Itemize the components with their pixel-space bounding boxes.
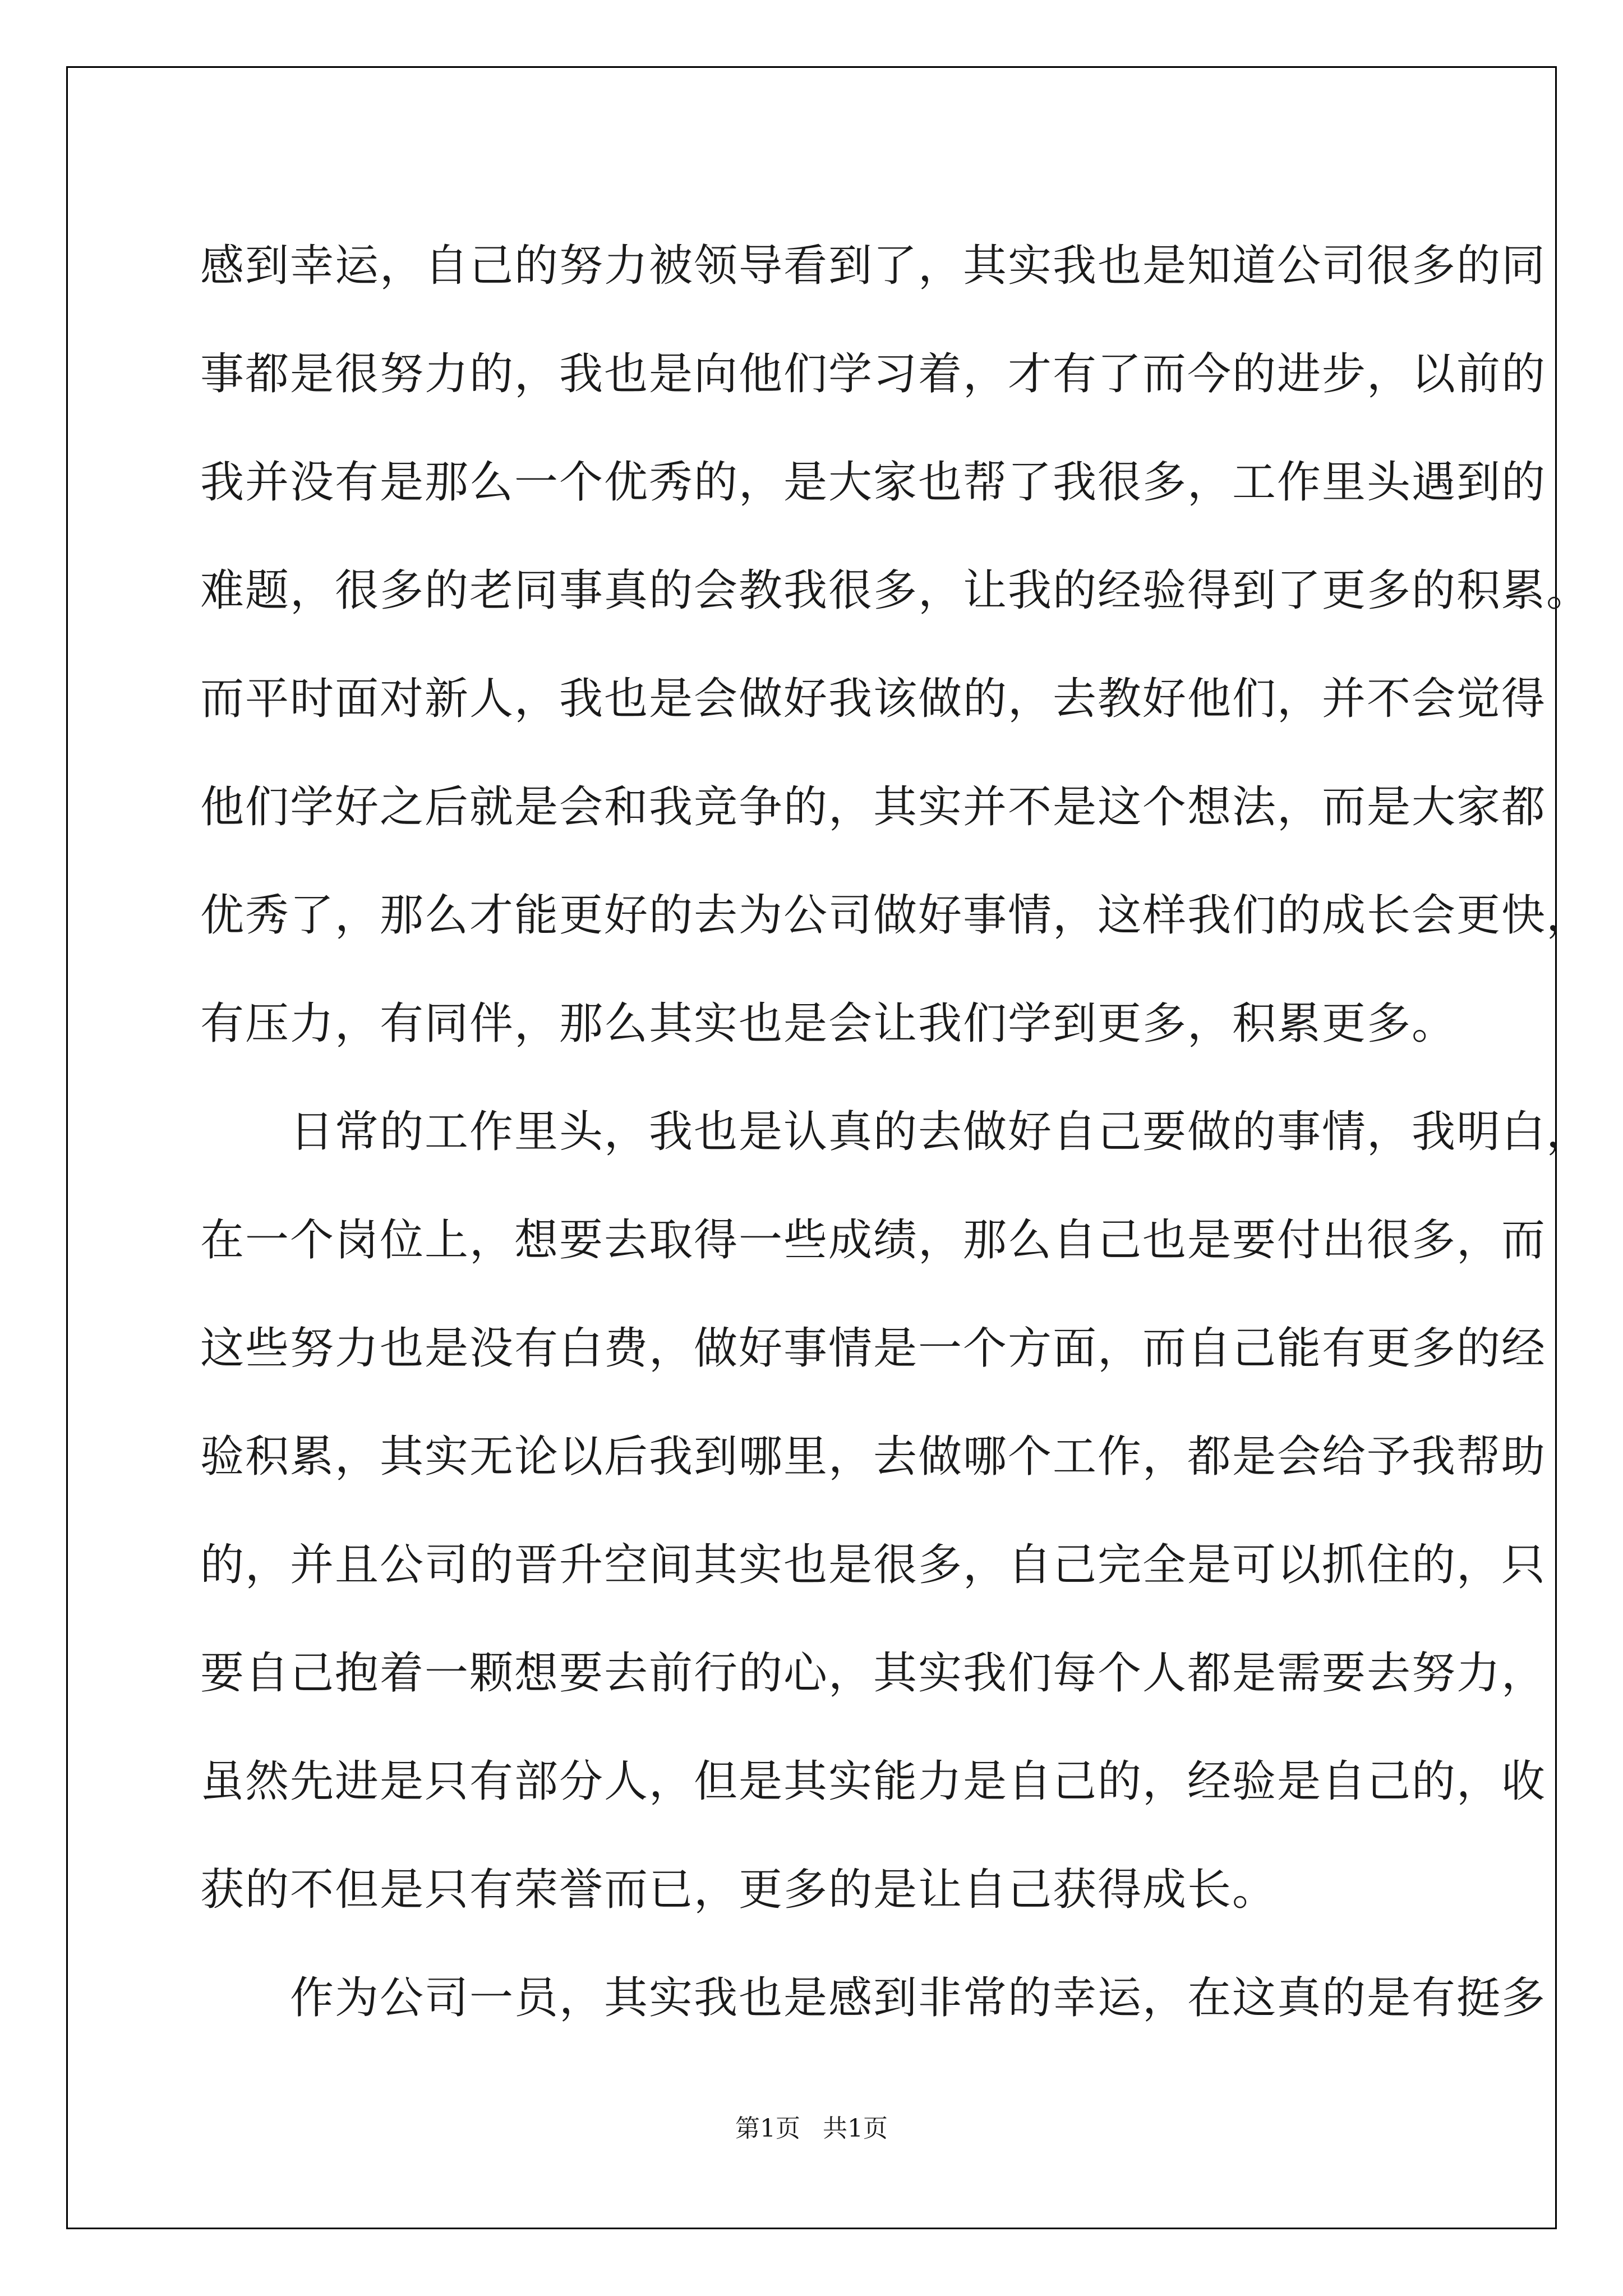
text-line: 事都是很努力的，我也是向他们学习着，才有了而今的进步，以前的 (200, 349, 1547, 399)
page-total: 共1页 (823, 2114, 888, 2143)
text-line: 作为公司一员，其实我也是感到非常的幸运，在这真的是有挺多 (200, 1973, 1547, 2023)
page-footer (0, 2108, 1623, 2144)
text-line: 我并没有是那么一个优秀的，是大家也帮了我很多，工作里头遇到的 (200, 457, 1547, 508)
text-line: 虽然先进是只有部分人，但是其实能力是自己的，经验是自己的，收 (200, 1756, 1547, 1807)
text-line: 的，并且公司的晋升空间其实也是很多，自己完全是可以抓住的，只 (200, 1540, 1547, 1590)
text-line: 而平时面对新人，我也是会做好我该做的，去教好他们，并不会觉得 (200, 674, 1547, 724)
text-line: 日常的工作里头，我也是认真的去做好自己要做的事情，我明白， (200, 1107, 1592, 1157)
text-line: 这些努力也是没有白费，做好事情是一个方面，而自己能有更多的经 (200, 1323, 1547, 1374)
text-line: 要自己抱着一颗想要去前行的心，其实我们每个人都是需要去努力， (200, 1648, 1547, 1699)
text-line: 难题，很多的老同事真的会教我很多，让我的经验得到了更多的积累。 (200, 565, 1592, 616)
page-number: 第1页 (735, 2114, 800, 2143)
text-line: 在一个岗位上，想要去取得一些成绩，那么自己也是要付出很多，而 (200, 1215, 1547, 1266)
text-line: 优秀了，那么才能更好的去为公司做好事情，这样我们的成长会更快， (200, 890, 1592, 941)
text-line: 获的不但是只有荣誉而已，更多的是让自己获得成长。 (200, 1865, 1278, 1915)
text-line: 有压力，有同伴，那么其实也是会让我们学到更多，积累更多。 (200, 999, 1457, 1049)
text-line: 验积累，其实无论以后我到哪里，去做哪个工作，都是会给予我帮助 (200, 1432, 1547, 1482)
text-line: 感到幸运，自己的努力被领导看到了，其实我也是知道公司很多的同 (200, 241, 1547, 291)
document-body (200, 212, 1592, 2053)
text-line: 他们学好之后就是会和我竞争的，其实并不是这个想法，而是大家都 (200, 782, 1547, 832)
